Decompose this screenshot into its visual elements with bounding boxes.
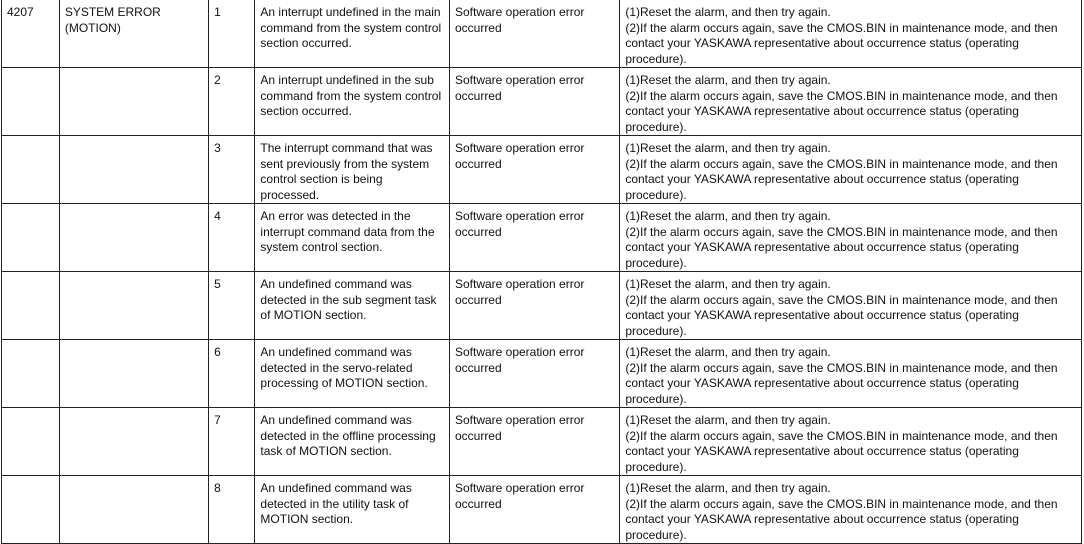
alarm-name-cell: [59, 136, 208, 204]
meaning-cell: Software operation error occurred: [449, 272, 619, 340]
sub-code-cell: 2: [209, 68, 255, 136]
meaning-cell: Software operation error occurred: [449, 340, 619, 408]
meaning-cell: Software operation error occurred: [449, 408, 619, 476]
remedy-cell: [620, 272, 1082, 340]
remedy-step-2: (2)If the alarm occurs again, save the CMOS.BIN in maintenance mode, and then contact your YASKAWA representative about occurrence status (operating procedure).: [625, 292, 1058, 338]
cause-cell: An error was detected in the interrupt command data from the system control section.: [255, 204, 450, 272]
meaning-cell: Software operation error occurred: [449, 68, 619, 136]
cause-cell: An undefined command was detected in the sub segment task of MOTION section.: [255, 272, 450, 340]
remedy-cell: [620, 204, 1082, 272]
meaning-cell: Software operation error occurred: [449, 476, 619, 544]
cause-cell: An undefined command was detected in the servo-related processing of MOTION section.: [255, 340, 450, 408]
remedy-step-2: (2)If the alarm occurs again, save the CMOS.BIN in maintenance mode, and then contact your YASKAWA representative about occurrence status (operating procedure).: [625, 360, 1058, 406]
alarm-name-cell: [59, 408, 208, 476]
table-row: [2, 476, 1082, 544]
sub-code-cell: 6: [209, 340, 255, 408]
alarm-code-cell: 4207: [2, 0, 60, 68]
alarm-code-cell: [2, 408, 60, 476]
sub-code-cell: 8: [209, 476, 255, 544]
table-row: [2, 408, 1082, 476]
remedy-step-1: (1)Reset the alarm, and then try again.: [625, 141, 831, 155]
remedy-cell: [620, 0, 1082, 68]
alarm-name-cell: [59, 204, 208, 272]
alarm-code-cell: [2, 204, 60, 272]
remedy-cell: [620, 408, 1082, 476]
alarm-name-cell: [59, 272, 208, 340]
table-row: [2, 136, 1082, 204]
alarm-name-cell: [59, 340, 208, 408]
meaning-cell: Software operation error occurred: [449, 204, 619, 272]
table-row: [2, 0, 1082, 68]
cause-cell: An interrupt undefined in the main command from the system control section occurred.: [255, 0, 450, 68]
cause-cell: An undefined command was detected in the utility task of MOTION section.: [255, 476, 450, 544]
meaning-cell: Software operation error occurred: [449, 136, 619, 204]
table-row: [2, 68, 1082, 136]
remedy-step-1: (1)Reset the alarm, and then try again.: [625, 413, 831, 427]
alarm-code-cell: [2, 476, 60, 544]
sub-code-cell: 1: [209, 0, 255, 68]
alarm-table: [1, 0, 1082, 544]
alarm-code-cell: [2, 136, 60, 204]
alarm-code-cell: [2, 340, 60, 408]
remedy-cell: [620, 68, 1082, 136]
remedy-step-1: (1)Reset the alarm, and then try again.: [625, 277, 831, 291]
cause-cell: An interrupt undefined in the sub command from the system control section occurred.: [255, 68, 450, 136]
remedy-step-2: (2)If the alarm occurs again, save the CMOS.BIN in maintenance mode, and then contact your YASKAWA representative about occurrence status (operating procedure).: [625, 20, 1058, 66]
remedy-step-1: (1)Reset the alarm, and then try again.: [625, 481, 831, 495]
table-row: [2, 340, 1082, 408]
alarm-name-cell: [59, 476, 208, 544]
sub-code-cell: 4: [209, 204, 255, 272]
alarm-code-cell: [2, 68, 60, 136]
remedy-step-2: (2)If the alarm occurs again, save the CMOS.BIN in maintenance mode, and then contact your YASKAWA representative about occurrence status (operating procedure).: [625, 496, 1058, 542]
table-row: [2, 272, 1082, 340]
table-row: [2, 204, 1082, 272]
alarm-code-cell: [2, 272, 60, 340]
remedy-cell: [620, 136, 1082, 204]
remedy-step-1: (1)Reset the alarm, and then try again.: [625, 73, 831, 87]
remedy-step-1: (1)Reset the alarm, and then try again.: [625, 345, 831, 359]
remedy-cell: [620, 476, 1082, 544]
remedy-step-1: (1)Reset the alarm, and then try again.: [625, 5, 831, 19]
sub-code-cell: 7: [209, 408, 255, 476]
cause-cell: An undefined command was detected in the offline processing task of MOTION section.: [255, 408, 450, 476]
remedy-step-2: (2)If the alarm occurs again, save the CMOS.BIN in maintenance mode, and then contact your YASKAWA representative about occurrence status (operating procedure).: [625, 156, 1058, 202]
meaning-cell: Software operation error occurred: [449, 0, 619, 68]
alarm-name-cell: SYSTEM ERROR (MOTION): [59, 0, 208, 68]
sub-code-cell: 5: [209, 272, 255, 340]
remedy-cell: [620, 340, 1082, 408]
alarm-name-cell: [59, 68, 208, 136]
remedy-step-2: (2)If the alarm occurs again, save the CMOS.BIN in maintenance mode, and then contact your YASKAWA representative about occurrence status (operating procedure).: [625, 428, 1058, 474]
remedy-step-1: (1)Reset the alarm, and then try again.: [625, 209, 831, 223]
cause-cell: The interrupt command that was sent previously from the system control section is being processed.: [255, 136, 450, 204]
sub-code-cell: 3: [209, 136, 255, 204]
remedy-step-2: (2)If the alarm occurs again, save the CMOS.BIN in maintenance mode, and then contact your YASKAWA representative about occurrence status (operating procedure).: [625, 88, 1058, 134]
remedy-step-2: (2)If the alarm occurs again, save the CMOS.BIN in maintenance mode, and then contact your YASKAWA representative about occurrence status (operating procedure).: [625, 224, 1058, 270]
